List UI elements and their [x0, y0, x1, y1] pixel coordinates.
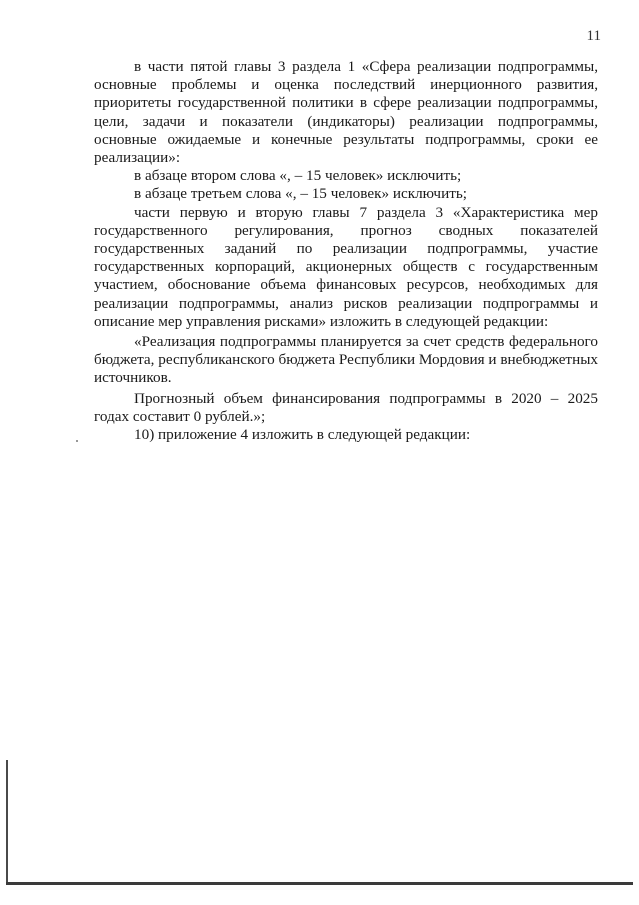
document-body — [94, 58, 598, 444]
scan-bottom-border — [6, 882, 633, 885]
scan-speck — [76, 440, 78, 442]
paragraph-appendix4: 10) приложение 4 изложить в следующей редакции: — [134, 426, 471, 444]
paragraph-chapter7-intro: части первую и вторую главы 7 раздела 3 «Характеристика мер государственного регулирования, прогноз сводных показателей государственных заданий по реализации подпрограммы, участие государственных корпораций, акционерных обществ с государственным участием, обоснование объема финансовых ресурсов, необходимых для реализации подпрограммы, анализ рисков реализации подпрограммы и описание мер управления рисками» изложить в следующей редакции: — [94, 203, 598, 330]
scan-left-border — [6, 760, 8, 884]
paragraph-second-abzac: в абзаце втором слова «, – 15 человек» исключить; — [134, 167, 462, 185]
paragraph-forecast-volume: Прогнозный объем финансирования подпрограммы в 2020 – 2025 годах составит 0 рублей.»; — [94, 389, 598, 425]
page-number: 11 — [586, 28, 601, 44]
paragraph-quote-financing: «Реализация подпрограммы планируется за счет средств федерального бюджета, республиканского бюджета Республики Мордовия и внебюджетных источников. — [94, 333, 598, 387]
paragraph-chapter3-intro: в части пятой главы 3 раздела 1 «Сфера реализации подпрограммы, основные проблемы и оценка последствий инерционного развития, приоритеты государственной политики в сфере реализации подпрограммы, цели, задачи и показатели (индикаторы) реализации подпрограммы, основные ожидаемые и конечные результаты подпрограммы, сроки ее реализации»: — [94, 58, 598, 167]
paragraph-third-abzac: в абзаце третьем слова «, – 15 человек» исключить; — [134, 185, 467, 203]
